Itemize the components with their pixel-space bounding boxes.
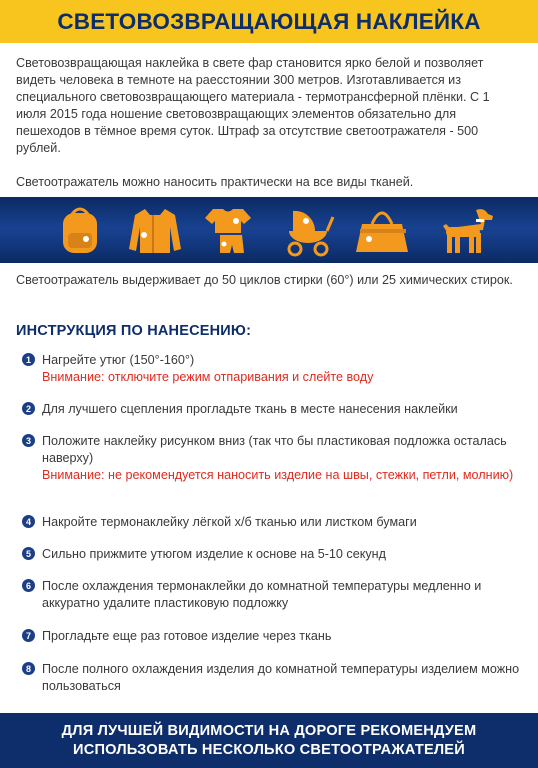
dog-icon <box>443 209 493 253</box>
instructions-title: ИНСТРУКЦИЯ ПО НАНЕСЕНИЮ: <box>16 323 252 339</box>
step-text: Сильно прижмите утюгом изделие к основе на 5-10 секунд <box>42 547 386 561</box>
step-number-badge: 2 <box>22 402 35 415</box>
kids-clothes-icon <box>205 209 251 253</box>
backpack-icon <box>63 209 97 253</box>
step-text: Положите наклейку рисунком вниз (так что бы пластиковая подложка осталась наверху) <box>42 434 507 465</box>
instruction-step-3 <box>22 433 522 484</box>
instruction-step-1 <box>22 352 522 386</box>
stroller-icon <box>289 211 333 255</box>
step-warning: Внимание: не рекомендуется наносить изделие на швы, стежки, петли, молнию) <box>42 468 514 482</box>
step-warning: Внимание: отключите режим отпаривания и слейте воду <box>42 370 374 384</box>
instruction-step-8 <box>22 661 522 695</box>
step-number-badge: 5 <box>22 547 35 560</box>
step-number-badge: 8 <box>22 662 35 675</box>
instruction-step-6 <box>22 578 522 612</box>
step-text: Прогладьте еще раз готовое изделие через ткань <box>42 629 332 643</box>
fabrics-paragraph: Светоотражатель можно наносить практически на все виды тканей. <box>16 175 414 189</box>
step-number-badge: 1 <box>22 353 35 366</box>
intro-paragraph: Световозвращающая наклейка в свете фар становится ярко белой и позволяет видеть человека в темноте на раесстоянии 300 метров. Изготавливается из специального световозвращающего материала - термотрансферной плёнки. С 1 июля 2015 года ношение световозвращающих элементов обязательно для пешеходов в тёмное время суток. Штраф за отсутствие светоотражателя - 500 рублей. <box>16 56 490 155</box>
intro-text <box>16 55 521 191</box>
footer-line-2: ИСПОЛЬЗОВАТЬ НЕСКОЛЬКО СВЕТООТРАЖАТЕЛЕЙ <box>73 741 465 758</box>
step-number-badge: 7 <box>22 629 35 642</box>
handbag-icon <box>356 213 408 252</box>
step-number-badge: 4 <box>22 515 35 528</box>
header-banner <box>0 0 538 43</box>
jacket-icon <box>129 209 181 253</box>
instruction-step-7 <box>22 628 522 645</box>
instruction-step-4 <box>22 514 522 531</box>
instruction-step-5 <box>22 546 522 563</box>
step-number-badge: 6 <box>22 579 35 592</box>
step-text: После полного охлаждения изделия до комнатной температуры изделием можно пользоваться <box>42 662 520 693</box>
footer-line-1: ДЛЯ ЛУЧШЕЙ ВИДИМОСТИ НА ДОРОГЕ РЕКОМЕНДУЕМ <box>61 722 477 739</box>
wash-cycles-text: Светоотражатель выдерживает до 50 циклов стирки (60°) или 25 химических стирок. <box>16 273 513 287</box>
page-title: СВЕТОВОЗВРАЩАЮЩАЯ НАКЛЕЙКА <box>57 8 481 34</box>
footer-banner <box>0 713 538 768</box>
step-text: Накройте термонаклейку лёгкой х/б тканью или листком бумаги <box>42 515 417 529</box>
usage-icons-band <box>0 197 538 263</box>
step-number-badge: 3 <box>22 434 35 447</box>
instruction-step-2 <box>22 401 522 418</box>
step-text: Для лучшего сцепления прогладьте ткань в месте нанесения наклейки <box>42 402 458 416</box>
step-text: Нагрейте утюг (150°-160°) <box>42 353 195 367</box>
step-text: После охлаждения термонаклейки до комнатной температуры медленно и аккуратно удалите пластиковую подложку <box>42 579 482 610</box>
